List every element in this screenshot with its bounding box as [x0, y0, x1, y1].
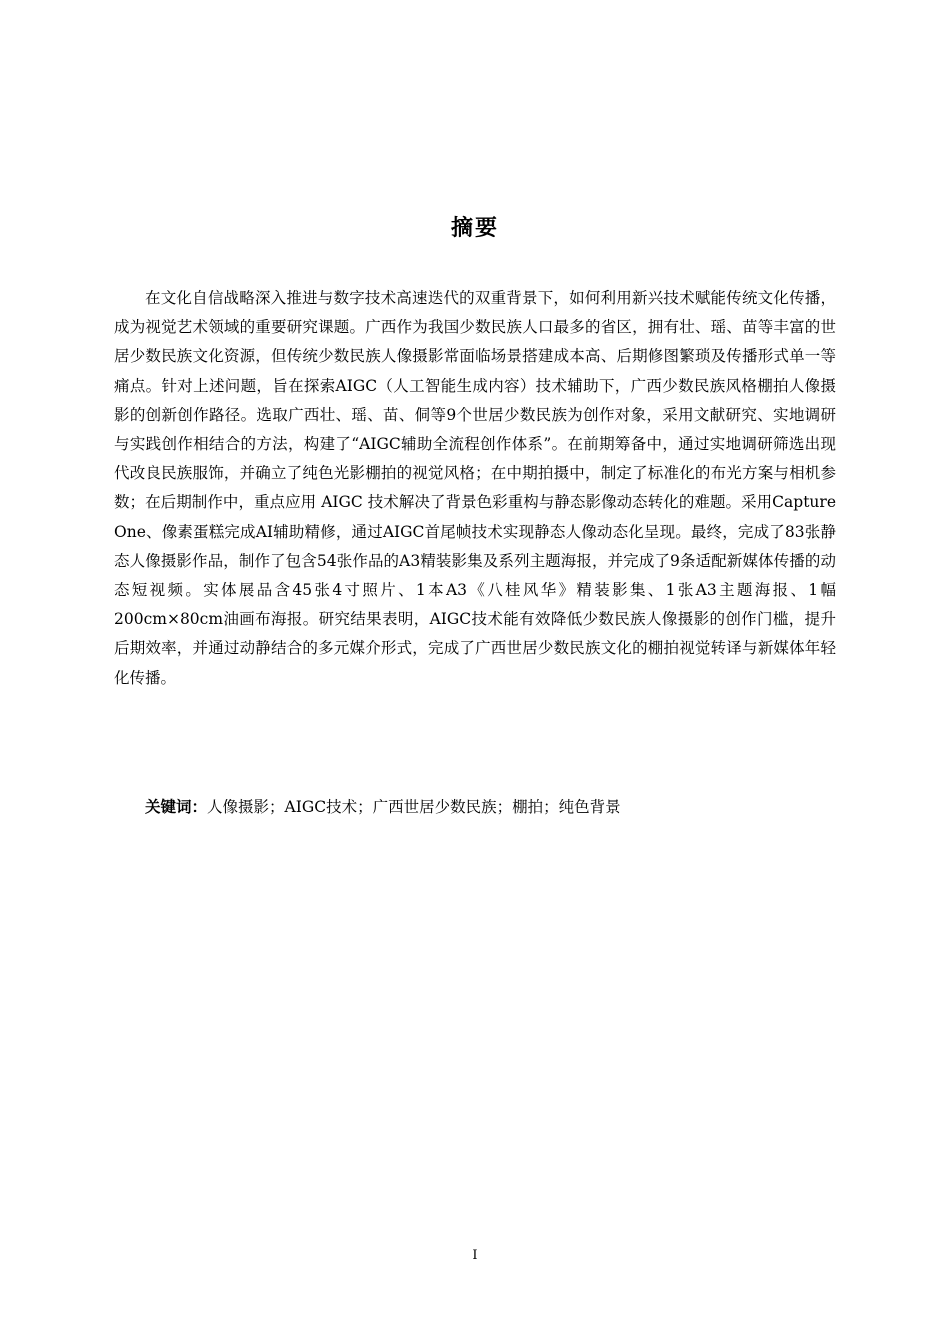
- abstract-paragraph: 在文化自信战略深入推进与数字技术高速迭代的双重背景下，如何利用新兴技术赋能传统文化传播，成为视觉艺术领域的重要研究课题。广西作为我国少数民族人口最多的省区，拥有壮、瑶、苗等丰富的世居少数民族文化资源，但传统少数民族人像摄影常面临场景搭建成本高、后期修图繁琐及传播形式单一等痛点。针对上述问题，旨在探索AIGC（人工智能生成内容）技术辅助下，广西少数民族风格棚拍人像摄影的创新创作路径。选取广西壮、瑶、苗、侗等9个世居少数民族为创作对象，采用文献研究、实地调研与实践创作相结合的方法，构建了“AIGC辅助全流程创作体系”。在前期筹备中，通过实地调研筛选出现代改良民族服饰，并确立了纯色光影棚拍的视觉风格；在中期拍摄中，制定了标准化的布光方案与相机参数；在后期制作中，重点应用 AIGC 技术解决了背景色彩重构与静态影像动态转化的难题。采用Capture One、像素蛋糕完成AI辅助精修，通过AIGC首尾帧技术实现静态人像动态化呈现。最终，完成了83张静态人像摄影作品，制作了包含54张作品的A3精装影集及系列主题海报，并完成了9条适配新媒体传播的动态短视频。实体展品含45张4寸照片、1本A3《八桂风华》精装影集、1张A3主题海报、1幅200cm×80cm油画布海报。研究结果表明，AIGC技术能有效降低少数民族人像摄影的创作门槛，提升后期效率，并通过动静结合的多元媒介形式，完成了广西世居少数民族文化的棚拍视觉转译与新媒体年轻化传播。: [114, 289, 836, 687]
- page-number: I: [472, 1248, 478, 1263]
- keywords-text: 人像摄影；AIGC技术；广西世居少数民族；棚拍；纯色背景: [207, 798, 621, 816]
- keywords-line: [114, 793, 836, 822]
- abstract-title: 摘要: [450, 216, 499, 241]
- keywords-label: 关键词：: [145, 798, 208, 816]
